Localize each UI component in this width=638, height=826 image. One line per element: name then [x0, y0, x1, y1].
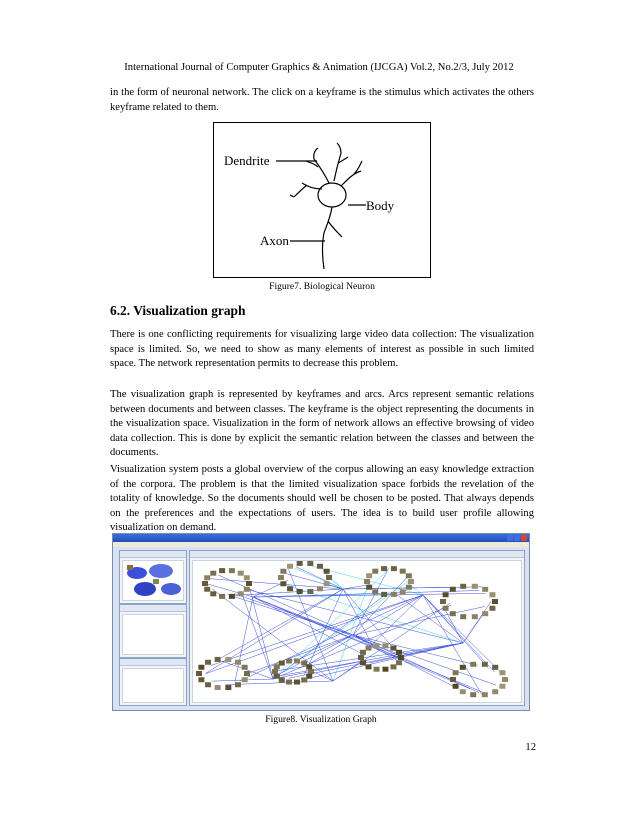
keyframe-thumbnail: [198, 677, 204, 682]
semantic-arc: [218, 589, 343, 660]
keyframe-thumbnail: [219, 594, 225, 599]
visualization-space-panel: [189, 550, 525, 706]
keyframe-thumbnail: [450, 587, 456, 592]
keyframe-thumbnail: [294, 658, 300, 663]
keyframe-thumbnail: [482, 587, 488, 592]
keyframe-thumbnail: [308, 669, 314, 674]
keyframe-thumbnail: [205, 660, 211, 665]
dendrite-branch-1: [314, 159, 329, 183]
keyframe-thumbnail: [453, 684, 459, 689]
keyframe-thumbnail: [307, 561, 313, 566]
keyframe-thumbnail: [408, 579, 414, 584]
keyframe-thumbnail: [242, 677, 248, 682]
keyframe-thumbnail: [482, 692, 488, 697]
keyframe-thumbnail: [460, 689, 466, 694]
panel-header: [120, 659, 186, 666]
keyframe-thumbnail: [450, 611, 456, 616]
panel-content: [122, 560, 184, 601]
keyframe-thumbnail: [274, 674, 280, 679]
keyframe-thumbnail: [453, 670, 459, 675]
dendrite-branch-4: [334, 153, 341, 181]
running-header: International Journal of Computer Graphics & Animation (IJCGA) Vol.2, No.2/3, July 2012: [124, 62, 514, 73]
keyframe-thumbnail: [238, 571, 244, 576]
panel-content: [122, 668, 184, 703]
keyframe-thumbnail: [246, 581, 252, 586]
left-panel-top: [119, 550, 187, 604]
keyframe-thumbnail: [272, 669, 278, 674]
keyframe-thumbnail: [406, 573, 412, 578]
keyframe-thumbnail: [324, 569, 330, 574]
keyframe-thumbnail: [244, 587, 250, 592]
keyframe-thumbnail: [391, 566, 397, 571]
keyframe-thumbnail: [492, 599, 498, 604]
keyframe-thumbnail: [390, 646, 396, 651]
left-panel-middle: [119, 604, 187, 658]
semantic-arc: [423, 595, 489, 668]
dendrite-branch-10: [294, 185, 307, 197]
keyframe-thumbnail: [482, 611, 488, 616]
dendrite-label: Dendrite: [224, 153, 270, 168]
page-number: 12: [525, 742, 536, 753]
dendrite-branch-11: [290, 195, 294, 197]
semantic-arc: [253, 597, 483, 692]
keyframe-thumbnail: [382, 667, 388, 672]
keyframe-thumbnail: [440, 599, 446, 604]
keyframe-thumbnail: [225, 685, 231, 690]
keyframe-thumbnail: [324, 581, 330, 586]
semantic-arc: [353, 635, 478, 665]
keyframe-thumbnail: [229, 594, 235, 599]
panel-content: [122, 614, 184, 655]
keyframe-thumbnail: [235, 682, 241, 687]
keyframe-thumbnail: [489, 606, 495, 611]
keyframe-thumbnail: [210, 571, 216, 576]
keyframe-thumbnail: [219, 568, 225, 573]
axon-branch: [328, 221, 342, 237]
keyframe-thumbnail: [382, 643, 388, 648]
semantic-arc: [253, 593, 486, 597]
keyframe-thumbnail: [238, 591, 244, 596]
keyframe-thumbnail: [204, 575, 210, 580]
keyframe-thumbnail: [280, 569, 286, 574]
semantic-arc: [222, 661, 273, 679]
keyframe-thumbnail: [202, 581, 208, 586]
keyframe-thumbnail: [242, 665, 248, 670]
figure-8-caption: Figure8. Visualization Graph: [265, 714, 377, 725]
semantic-arc: [353, 635, 455, 687]
neuron-drawing: [214, 123, 430, 277]
keyframe-thumbnail: [470, 692, 476, 697]
keyframe-thumbnail: [502, 677, 508, 682]
paragraph-1: There is one conflicting requirements for visualizing large video data collection: The visualization space is limited. So, we need to show as many elements of interest as possible in such limited space. The network representation permits to decrease this problem.: [110, 329, 534, 370]
keyframe-thumbnail: [360, 660, 366, 665]
keyframe-thumbnail: [366, 646, 372, 651]
keyframe-network: [193, 561, 521, 702]
keyframe-thumbnail: [499, 670, 505, 675]
semantic-arc: [297, 635, 353, 660]
keyframe-thumbnail: [294, 680, 300, 685]
keyframe-thumbnail: [326, 575, 332, 580]
keyframe-thumbnail: [287, 586, 293, 591]
class-thumbnails: [123, 561, 185, 601]
keyframe-thumbnail: [482, 662, 488, 667]
cell-body: [318, 183, 346, 207]
keyframe-thumbnail: [225, 657, 231, 662]
keyframe-thumbnail: [406, 585, 412, 590]
paragraph-3: Visualization system posts a global overview of the corpus allowing an easy knowledge extraction of the corpora. The problem is that the limited visualization space forbids the revelation of the totality of knowledge. So the documents should well be chosen to be posted. That always depends on the preferences and the expectations of users. The idea is to build user profile allowing visualization on demand.: [110, 464, 534, 534]
keyframe-thumbnail: [396, 660, 402, 665]
keyframe-thumbnail: [366, 585, 372, 590]
keyframe-thumbnail: [307, 589, 313, 594]
keyframe-thumbnail: [297, 589, 303, 594]
keyframe-thumbnail: [198, 665, 204, 670]
panel-header: [120, 605, 186, 612]
keyframe-thumbnail: [196, 671, 202, 676]
keyframe-thumbnail: [235, 660, 241, 665]
keyframe-thumbnail: [301, 677, 307, 682]
keyframe-thumbnail: [297, 561, 303, 566]
keyframe-thumbnail: [470, 662, 476, 667]
keyframe-thumbnail: [396, 650, 402, 655]
section-heading: 6.2. Visualization graph: [110, 303, 246, 318]
semantic-arc: [253, 597, 365, 655]
keyframe-thumbnail: [489, 592, 495, 597]
dendrite-branch-6: [337, 143, 341, 153]
dendrite-branch-7: [341, 171, 361, 186]
keyframe-thumbnail: [358, 655, 364, 660]
close-icon: [521, 535, 527, 541]
keyframe-thumbnail: [204, 587, 210, 592]
visualization-canvas: [192, 560, 522, 703]
keyframe-thumbnail: [360, 650, 366, 655]
figure-7-caption: Figure7. Biological Neuron: [269, 281, 375, 292]
axon-line: [323, 207, 333, 269]
keyframe-thumbnail: [381, 566, 387, 571]
keyframe-thumbnail: [287, 564, 293, 569]
keyframe-thumbnail: [492, 689, 498, 694]
keyframe-thumbnail: [215, 657, 221, 662]
left-panel-bottom: [119, 658, 187, 706]
keyframe-thumbnail: [460, 584, 466, 589]
keyframe-thumbnail: [400, 589, 406, 594]
keyframe-thumbnail: [205, 682, 211, 687]
keyframe-thumbnail: [374, 643, 380, 648]
maximize-icon: [514, 535, 520, 541]
keyframe-thumbnail: [499, 684, 505, 689]
keyframe-thumbnail: [460, 665, 466, 670]
paragraph-2: The visualization graph is represented by keyframes and arcs. Arcs represent semantic relations between documents and between classes. The keyframe is the object representing the documents in the visualization space. Visualization in the form of network allows an effective browsing of video data collection. This is done by explicit the semantic relation between the classes and between the documents.: [110, 389, 534, 459]
keyframe-thumbnail: [472, 614, 478, 619]
keyframe-thumbnail: [278, 575, 284, 580]
keyframe-thumbnail: [215, 685, 221, 690]
keyframe-thumbnail: [391, 592, 397, 597]
panel-header: [190, 551, 524, 558]
keyframe-thumbnail: [317, 564, 323, 569]
body-label: Body: [366, 198, 395, 213]
figure-8-visualization-screenshot: [112, 533, 530, 711]
keyframe-thumbnail: [306, 664, 312, 669]
keyframe-thumbnail: [317, 586, 323, 591]
dendrite-branch-3: [314, 148, 318, 159]
semantic-arc: [307, 643, 463, 679]
keyframe-thumbnail: [229, 568, 235, 573]
axon-label: Axon: [260, 233, 289, 248]
keyframe-thumbnail: [286, 658, 292, 663]
window-title-bar: [113, 534, 529, 542]
minimize-icon: [507, 535, 513, 541]
keyframe-thumbnail: [244, 575, 250, 580]
keyframe-thumbnail: [366, 573, 372, 578]
keyframe-thumbnail: [460, 614, 466, 619]
keyframe-thumbnail: [372, 589, 378, 594]
keyframe-thumbnail: [390, 664, 396, 669]
keyframe-thumbnail: [372, 569, 378, 574]
keyframe-thumbnail: [443, 606, 449, 611]
keyframe-thumbnail: [492, 665, 498, 670]
keyframe-thumbnail: [364, 579, 370, 584]
window-menu-bar: [113, 542, 529, 547]
keyframe-thumbnail: [244, 671, 250, 676]
keyframe-thumbnail: [400, 569, 406, 574]
keyframe-thumbnail: [210, 591, 216, 596]
keyframe-thumbnail: [286, 680, 292, 685]
keyframe-thumbnail: [381, 592, 387, 597]
keyframe-thumbnail: [472, 584, 478, 589]
keyframe-thumbnail: [366, 664, 372, 669]
intro-paragraph: in the form of neuronal network. The click on a keyframe is the stimulus which activates the others keyframe related to them.: [110, 87, 534, 113]
keyframe-thumbnail: [398, 655, 404, 660]
panel-header: [120, 551, 186, 558]
figure-7-biological-neuron: [213, 122, 431, 278]
keyframe-thumbnail: [279, 661, 285, 666]
keyframe-thumbnail: [450, 677, 456, 682]
keyframe-thumbnail: [374, 667, 380, 672]
semantic-arc: [353, 635, 496, 685]
keyframe-thumbnail: [443, 592, 449, 597]
keyframe-thumbnail: [280, 581, 286, 586]
